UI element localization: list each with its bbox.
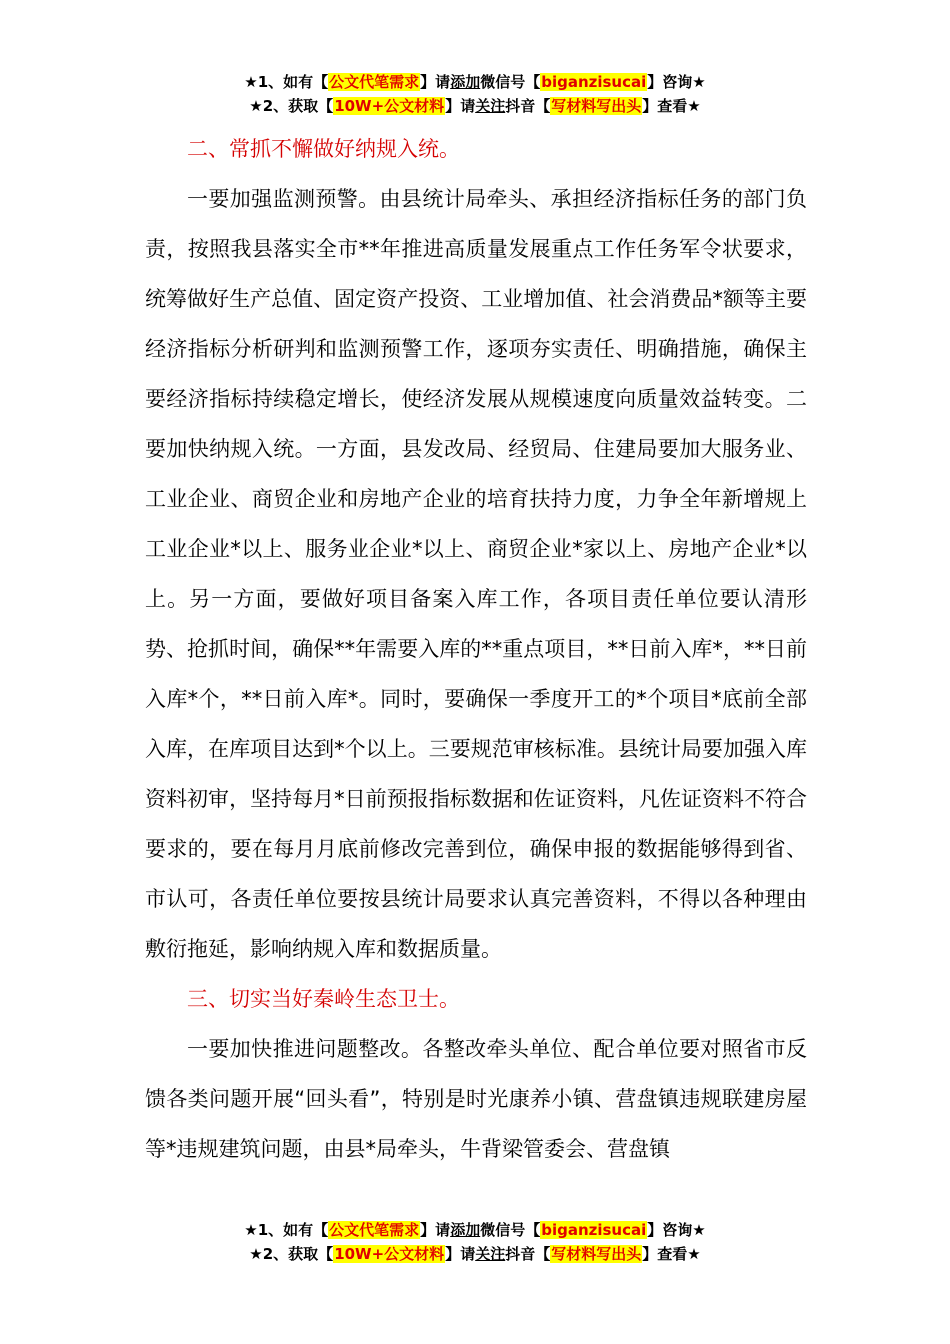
banner-line-1 bbox=[0, 1218, 950, 1242]
banner-douyin-name: 写材料写出头 bbox=[551, 1245, 642, 1263]
banner-text: 】请 bbox=[420, 1221, 451, 1239]
banner-text: 】请 bbox=[420, 73, 451, 91]
section-paragraph-3: 一要加快推进问题整改。各整改牵头单位、配合单位要对照省市反馈各类问题开展“回头看”，特别是时光康养小镇、营盘镇违规联建房屋等*违规建筑问题，由县*局牵头，牛背梁管委会、营盘镇 bbox=[145, 1037, 807, 1161]
banner-text: ★2、获取【 bbox=[249, 1245, 334, 1263]
banner-text: 】请 bbox=[445, 1245, 476, 1263]
banner-underline: 添加 bbox=[450, 1221, 481, 1239]
banner-highlight: 10W+公文材料 bbox=[334, 97, 445, 115]
banner-text: 微信号【 bbox=[480, 1221, 541, 1239]
banner-text: 】请 bbox=[445, 97, 476, 115]
banner-text: 抖音【 bbox=[505, 1245, 551, 1263]
section-paragraph-2: 一要加强监测预警。由县统计局牵头、承担经济指标任务的部门负责，按照我县落实全市**年推进高质量发展重点工作任务军令状要求，统筹做好生产总值、固定资产投资、工业增加值、社会消费品*额等主要经济指标分析研判和监测预警工作，逐项夯实责任、明确措施，确保主要经济指标持续稳定增长，使经济发展从规模速度向质量效益转变。二要加快纳规入统。一方面，县发改局、经贸局、住建局要加大服务业、工业企业、商贸企业和房地产企业的培育扶持力度，力争全年新增规上工业企业*以上、服务业企业*以上、商贸企业*家以上、房地产企业*以上。另一方面，要做好项目备案入库工作，各项目责任单位要认清形势、抢抓时间，确保**年需要入库的**重点项目，**日前入库*，**日前入库*个，**日前入库*。同时，要确保一季度开工的*个项目*底前全部入库，在库项目达到*个以上。三要规范审核标准。县统计局要加强入库资料初审，坚持每月*日前预报指标数据和佐证资料，凡佐证资料不符合要求的，要在每月月底前修改完善到位，确保申报的数据能够得到省、市认可，各责任单位要按县统计局要求认真完善资料，不得以各种理由敷衍拖延，影响纳规入库和数据质量。 bbox=[145, 187, 807, 961]
banner-line-2 bbox=[0, 1242, 950, 1266]
banner-wechat-id: biganzisucai bbox=[541, 73, 647, 91]
banner-line-2 bbox=[0, 94, 950, 118]
top-banner bbox=[0, 70, 950, 118]
banner-douyin-name: 写材料写出头 bbox=[551, 97, 642, 115]
banner-text: ★2、获取【 bbox=[249, 97, 334, 115]
banner-highlight: 公文代笔需求 bbox=[329, 73, 420, 91]
banner-text: 】咨询★ bbox=[647, 73, 706, 91]
banner-wechat-id: biganzisucai bbox=[541, 1221, 647, 1239]
banner-underline: 关注 bbox=[475, 1245, 506, 1263]
banner-underline: 添加 bbox=[450, 73, 481, 91]
banner-text: ★1、如有【 bbox=[244, 73, 329, 91]
banner-text: 】咨询★ bbox=[647, 1221, 706, 1239]
banner-highlight: 10W+公文材料 bbox=[334, 1245, 445, 1263]
banner-text: 】查看★ bbox=[642, 1245, 701, 1263]
banner-text: 】查看★ bbox=[642, 97, 701, 115]
banner-text: ★1、如有【 bbox=[244, 1221, 329, 1239]
section-heading-2: 二、常抓不懈做好纳规入统。 bbox=[187, 137, 460, 161]
bottom-banner bbox=[0, 1218, 950, 1266]
banner-highlight: 公文代笔需求 bbox=[329, 1221, 420, 1239]
banner-text: 抖音【 bbox=[505, 97, 551, 115]
banner-text: 微信号【 bbox=[480, 73, 541, 91]
document-body bbox=[145, 124, 807, 1174]
banner-underline: 关注 bbox=[475, 97, 506, 115]
section-heading-3: 三、切实当好秦岭生态卫士。 bbox=[187, 987, 460, 1011]
banner-line-1 bbox=[0, 70, 950, 94]
